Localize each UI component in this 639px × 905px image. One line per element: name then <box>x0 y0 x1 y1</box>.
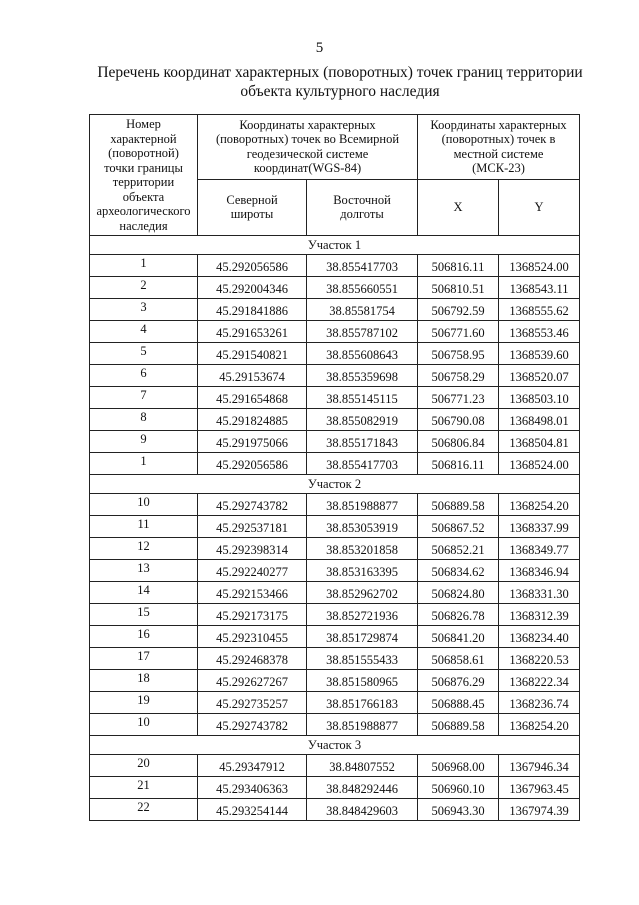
latitude-cell: 45.292240277 <box>198 560 307 582</box>
table-row <box>90 409 580 431</box>
longitude-cell: 38.852962702 <box>307 582 418 604</box>
point-number-cell: 17 <box>90 648 198 670</box>
point-number-cell: 11 <box>90 516 198 538</box>
x-coordinate-cell: 506790.08 <box>418 409 499 431</box>
y-coordinate-cell: 1368236.74 <box>499 692 580 714</box>
latitude-cell: 45.292173175 <box>198 604 307 626</box>
y-coordinate-cell: 1368498.01 <box>499 409 580 431</box>
table-row <box>90 494 580 516</box>
y-coordinate-cell: 1367974.39 <box>499 799 580 821</box>
point-number-cell: 10 <box>90 494 198 516</box>
y-coordinate-cell: 1368543.11 <box>499 277 580 299</box>
x-coordinate-cell: 506816.11 <box>418 255 499 277</box>
longitude-cell: 38.851766183 <box>307 692 418 714</box>
longitude-cell: 38.855171843 <box>307 431 418 453</box>
header-north-latitude: Северной широты <box>198 179 307 235</box>
y-coordinate-cell: 1368555.62 <box>499 299 580 321</box>
table-row <box>90 387 580 409</box>
latitude-cell: 45.292398314 <box>198 538 307 560</box>
y-coordinate-cell: 1368503.10 <box>499 387 580 409</box>
x-coordinate-cell: 506943.30 <box>418 799 499 821</box>
latitude-cell: 45.29153674 <box>198 365 307 387</box>
longitude-cell: 38.851988877 <box>307 494 418 516</box>
longitude-cell: 38.855417703 <box>307 255 418 277</box>
section-label: Участок 2 <box>90 475 580 494</box>
y-coordinate-cell: 1368553.46 <box>499 321 580 343</box>
latitude-cell: 45.292056586 <box>198 255 307 277</box>
document-title <box>60 63 620 101</box>
point-number-cell: 18 <box>90 670 198 692</box>
x-coordinate-cell: 506810.51 <box>418 277 499 299</box>
table-body <box>90 236 580 821</box>
point-number-cell: 1 <box>90 453 198 475</box>
point-number-cell: 2 <box>90 277 198 299</box>
point-number-cell: 16 <box>90 626 198 648</box>
x-coordinate-cell: 506771.60 <box>418 321 499 343</box>
table-row <box>90 321 580 343</box>
table-row <box>90 538 580 560</box>
latitude-cell: 45.291540821 <box>198 343 307 365</box>
y-coordinate-cell: 1368222.34 <box>499 670 580 692</box>
latitude-cell: 45.292004346 <box>198 277 307 299</box>
latitude-cell: 45.292627267 <box>198 670 307 692</box>
y-coordinate-cell: 1367946.34 <box>499 755 580 777</box>
table-row <box>90 799 580 821</box>
point-number-cell: 5 <box>90 343 198 365</box>
longitude-cell: 38.851988877 <box>307 714 418 736</box>
table-row <box>90 560 580 582</box>
x-coordinate-cell: 506876.29 <box>418 670 499 692</box>
table-row <box>90 516 580 538</box>
table-row <box>90 648 580 670</box>
latitude-cell: 45.293254144 <box>198 799 307 821</box>
y-coordinate-cell: 1368524.00 <box>499 255 580 277</box>
point-number-cell: 22 <box>90 799 198 821</box>
table-row <box>90 692 580 714</box>
longitude-cell: 38.853053919 <box>307 516 418 538</box>
x-coordinate-cell: 506758.95 <box>418 343 499 365</box>
longitude-cell: 38.853201858 <box>307 538 418 560</box>
x-coordinate-cell: 506867.52 <box>418 516 499 538</box>
latitude-cell: 45.291653261 <box>198 321 307 343</box>
x-coordinate-cell: 506824.80 <box>418 582 499 604</box>
point-number-cell: 15 <box>90 604 198 626</box>
point-number-cell: 19 <box>90 692 198 714</box>
longitude-cell: 38.855145115 <box>307 387 418 409</box>
x-coordinate-cell: 506792.59 <box>418 299 499 321</box>
x-coordinate-cell: 506771.23 <box>418 387 499 409</box>
latitude-cell: 45.292056586 <box>198 453 307 475</box>
x-coordinate-cell: 506858.61 <box>418 648 499 670</box>
table-row <box>90 343 580 365</box>
longitude-cell: 38.851580965 <box>307 670 418 692</box>
section-label: Участок 1 <box>90 236 580 255</box>
table-row <box>90 604 580 626</box>
x-coordinate-cell: 506834.62 <box>418 560 499 582</box>
longitude-cell: 38.855660551 <box>307 277 418 299</box>
longitude-cell: 38.848292446 <box>307 777 418 799</box>
title-line-1: Перечень координат характерных (поворотных) точек границ территории <box>97 64 583 81</box>
latitude-cell: 45.292743782 <box>198 494 307 516</box>
y-coordinate-cell: 1368346.94 <box>499 560 580 582</box>
table-row <box>90 299 580 321</box>
point-number-cell: 10 <box>90 714 198 736</box>
point-number-cell: 21 <box>90 777 198 799</box>
table-row <box>90 755 580 777</box>
point-number-cell: 6 <box>90 365 198 387</box>
longitude-cell: 38.85581754 <box>307 299 418 321</box>
longitude-cell: 38.848429603 <box>307 799 418 821</box>
point-number-cell: 13 <box>90 560 198 582</box>
y-coordinate-cell: 1368220.53 <box>499 648 580 670</box>
latitude-cell: 45.291654868 <box>198 387 307 409</box>
point-number-cell: 8 <box>90 409 198 431</box>
coordinates-table <box>89 114 580 821</box>
longitude-cell: 38.851729874 <box>307 626 418 648</box>
x-coordinate-cell: 506889.58 <box>418 494 499 516</box>
point-number-cell: 7 <box>90 387 198 409</box>
x-coordinate-cell: 506841.20 <box>418 626 499 648</box>
section-row <box>90 236 580 255</box>
latitude-cell: 45.293406363 <box>198 777 307 799</box>
latitude-cell: 45.292537181 <box>198 516 307 538</box>
table-row <box>90 582 580 604</box>
x-coordinate-cell: 506758.29 <box>418 365 499 387</box>
point-number-cell: 12 <box>90 538 198 560</box>
y-coordinate-cell: 1368520.07 <box>499 365 580 387</box>
y-coordinate-cell: 1368254.20 <box>499 714 580 736</box>
section-label: Участок 3 <box>90 736 580 755</box>
longitude-cell: 38.851555433 <box>307 648 418 670</box>
y-coordinate-cell: 1368312.39 <box>499 604 580 626</box>
page-number: 5 <box>315 40 324 56</box>
table-row <box>90 777 580 799</box>
x-coordinate-cell: 506960.10 <box>418 777 499 799</box>
x-coordinate-cell: 506968.00 <box>418 755 499 777</box>
y-coordinate-cell: 1368539.60 <box>499 343 580 365</box>
point-number-cell: 1 <box>90 255 198 277</box>
y-coordinate-cell: 1368337.99 <box>499 516 580 538</box>
header-point-number: Номер характерной (поворотной) точки границы территории объекта археологического наследия <box>90 115 198 236</box>
longitude-cell: 38.855417703 <box>307 453 418 475</box>
table-row <box>90 431 580 453</box>
y-coordinate-cell: 1368254.20 <box>499 494 580 516</box>
latitude-cell: 45.29347912 <box>198 755 307 777</box>
y-coordinate-cell: 1368349.77 <box>499 538 580 560</box>
table-row <box>90 255 580 277</box>
header-y: Y <box>499 179 580 235</box>
point-number-cell: 3 <box>90 299 198 321</box>
header-east-longitude: Восточной долготы <box>307 179 418 235</box>
header-wgs-group: Координаты характерных (поворотных) точек во Всемирной геодезической системе координат(WGS-84) <box>198 115 418 180</box>
latitude-cell: 45.292468378 <box>198 648 307 670</box>
longitude-cell: 38.852721936 <box>307 604 418 626</box>
point-number-cell: 14 <box>90 582 198 604</box>
longitude-cell: 38.855082919 <box>307 409 418 431</box>
latitude-cell: 45.292735257 <box>198 692 307 714</box>
title-line-2: объекта культурного наследия <box>240 83 440 100</box>
x-coordinate-cell: 506889.58 <box>418 714 499 736</box>
longitude-cell: 38.84807552 <box>307 755 418 777</box>
latitude-cell: 45.291824885 <box>198 409 307 431</box>
table-row <box>90 365 580 387</box>
x-coordinate-cell: 506852.21 <box>418 538 499 560</box>
latitude-cell: 45.291975066 <box>198 431 307 453</box>
x-coordinate-cell: 506826.78 <box>418 604 499 626</box>
latitude-cell: 45.291841886 <box>198 299 307 321</box>
y-coordinate-cell: 1368234.40 <box>499 626 580 648</box>
header-msk-group: Координаты характерных (поворотных) точек в местной системе (МСК-23) <box>418 115 580 180</box>
table-row <box>90 277 580 299</box>
table-row <box>90 714 580 736</box>
table-row <box>90 670 580 692</box>
longitude-cell: 38.855787102 <box>307 321 418 343</box>
section-row <box>90 475 580 494</box>
point-number-cell: 20 <box>90 755 198 777</box>
x-coordinate-cell: 506816.11 <box>418 453 499 475</box>
table-row <box>90 453 580 475</box>
x-coordinate-cell: 506806.84 <box>418 431 499 453</box>
point-number-cell: 9 <box>90 431 198 453</box>
y-coordinate-cell: 1368504.81 <box>499 431 580 453</box>
longitude-cell: 38.855359698 <box>307 365 418 387</box>
y-coordinate-cell: 1367963.45 <box>499 777 580 799</box>
longitude-cell: 38.853163395 <box>307 560 418 582</box>
x-coordinate-cell: 506888.45 <box>418 692 499 714</box>
latitude-cell: 45.292153466 <box>198 582 307 604</box>
header-x: X <box>418 179 499 235</box>
longitude-cell: 38.855608643 <box>307 343 418 365</box>
latitude-cell: 45.292743782 <box>198 714 307 736</box>
section-row <box>90 736 580 755</box>
latitude-cell: 45.292310455 <box>198 626 307 648</box>
table-row <box>90 626 580 648</box>
point-number-cell: 4 <box>90 321 198 343</box>
y-coordinate-cell: 1368331.30 <box>499 582 580 604</box>
y-coordinate-cell: 1368524.00 <box>499 453 580 475</box>
